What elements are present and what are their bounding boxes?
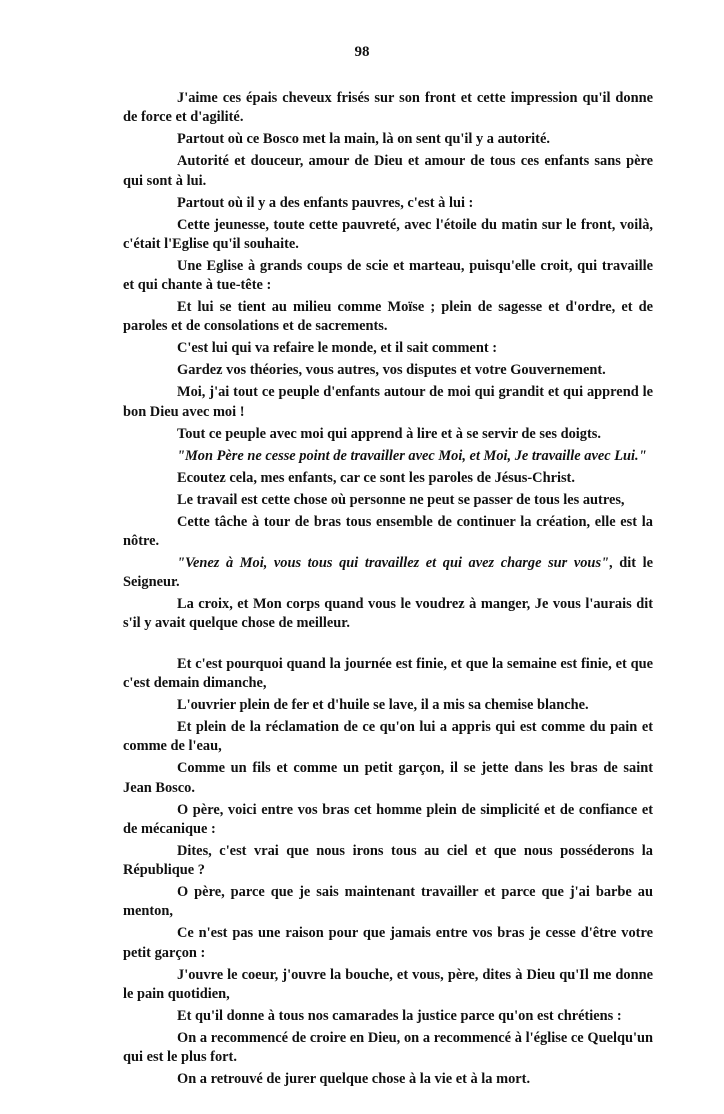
paragraph: Comme un fils et comme un petit garçon, il se jette dans les bras de saint Jean Bosco. bbox=[123, 760, 653, 796]
paragraph: J'aime ces épais cheveux frisés sur son front et cette impression qu'il donne de force et d'agilité. bbox=[123, 90, 653, 126]
scripture-quote: "Venez à Moi, vous tous qui travaillez et qui avez charge sur vous" bbox=[177, 554, 610, 571]
paragraph: Cette jeunesse, toute cette pauvreté, avec l'étoile du matin sur le front, voilà, c'était l'Eglise qu'il souhaite. bbox=[123, 216, 653, 252]
paragraph: Cette tâche à tour de bras tous ensemble de continuer la création, elle est la nôtre. bbox=[123, 513, 653, 549]
paragraph: Gardez vos théories, vous autres, vos disputes et votre Gouvernement. bbox=[177, 362, 606, 379]
paragraph: Et plein de la réclamation de ce qu'on lui a appris qui est comme du pain et comme de l'eau, bbox=[123, 718, 653, 755]
paragraph: Tout ce peuple avec moi qui apprend à lire et à se servir de ses doigts. bbox=[177, 425, 601, 442]
scripture-quote: "Mon Père ne cesse point de travailler avec Moi, et Moi, Je travaille avec Lui." bbox=[177, 447, 647, 464]
paragraph: Autorité et douceur, amour de Dieu et amour de tous ces enfants sans père qui sont à lui. bbox=[123, 153, 653, 189]
paragraph: Dites, c'est vrai que nous irons tous au ciel et que nous posséderons la République ? bbox=[123, 842, 653, 879]
paragraph: Une Eglise à grands coups de scie et marteau, puisqu'elle croit, qui travaille et qui chante à tue-tête : bbox=[123, 257, 653, 294]
paragraph: On a retrouvé de jurer quelque chose à la vie et à la mort. bbox=[177, 1071, 531, 1088]
paragraph bbox=[123, 554, 653, 593]
paragraph: Partout où ce Bosco met la main, là on sent qu'il y a autorité. bbox=[177, 131, 550, 148]
paragraph: La croix, et Mon corps quand vous le voudrez à manger, Je vous l'aurais dit s'il y avait quelque chose de meilleur. bbox=[123, 596, 653, 632]
paragraph: C'est lui qui va refaire le monde, et il sait comment : bbox=[177, 340, 498, 357]
paragraph: J'ouvre le coeur, j'ouvre la bouche, et vous, père, dites à Dieu qu'Il me donne le pain quotidien, bbox=[123, 966, 653, 1002]
paragraph: On a recommencé de croire en Dieu, on a recommencé à l'église ce Quelqu'un qui est le plus fort. bbox=[123, 1029, 653, 1066]
paragraph: Ce n'est pas une raison pour que jamais entre vos bras je cesse d'être votre petit garçon : bbox=[123, 925, 653, 961]
paragraph: Et c'est pourquoi quand la journée est finie, et que la semaine est finie, et que c'est demain dimanche, bbox=[123, 655, 653, 692]
paragraph: O père, voici entre vos bras cet homme plein de simplicité et de confiance et de mécanique : bbox=[123, 801, 653, 837]
paragraph: Ecoutez cela, mes enfants, car ce sont les paroles de Jésus-Christ. bbox=[177, 469, 575, 486]
paragraph: Et lui se tient au milieu comme Moïse ; plein de sagesse et d'ordre, et de paroles et de consolations et de sacrements. bbox=[123, 299, 653, 335]
paragraph: Et qu'il donne à tous nos camarades la justice parce qu'on est chrétiens : bbox=[177, 1007, 622, 1024]
paragraph: O père, parce que je sais maintenant travailler et parce que j'ai barbe au menton, bbox=[123, 884, 653, 920]
body-text bbox=[123, 89, 653, 1092]
paragraph: Moi, j'ai tout ce peuple d'enfants autour de moi qui grandit et qui apprend le bon Dieu avec moi ! bbox=[123, 384, 653, 420]
paragraph: Partout où il y a des enfants pauvres, c'est à lui : bbox=[177, 194, 474, 211]
paragraph: Le travail est cette chose où personne ne peut se passer de tous les autres, bbox=[177, 491, 625, 508]
quote-attribution: , dit le Seigneur. bbox=[123, 554, 653, 591]
paragraph: L'ouvrier plein de fer et d'huile se lave, il a mis sa chemise blanche. bbox=[177, 697, 589, 713]
page-number: 98 bbox=[354, 44, 370, 60]
